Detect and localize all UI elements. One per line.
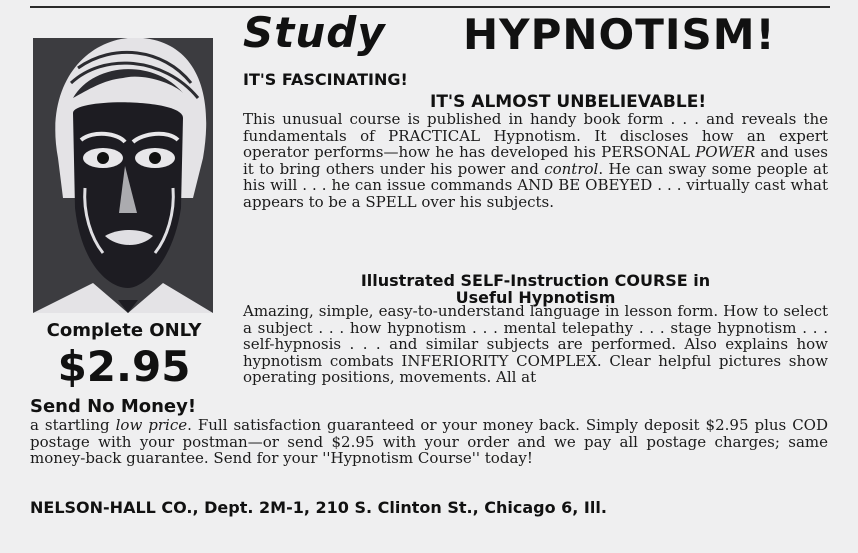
intro-text-3: . He can sway some people at his will . . . he can issue commands AND BE OBEYED . . . virtually cast what appears to be a SPELL over his subjects. bbox=[243, 159, 828, 211]
title-study: Study bbox=[243, 8, 386, 57]
intro-paragraph bbox=[243, 111, 828, 211]
title-hypnotism: HYPNOTISM! bbox=[463, 10, 776, 59]
mailing-address: NELSON-HALL CO., Dept. 2M-1, 210 S. Clinton St., Chicago 6, Ill. bbox=[30, 498, 607, 517]
send-no-money-label: Send No Money! bbox=[30, 396, 197, 417]
tagline-fascinating: IT'S FASCINATING! bbox=[243, 70, 408, 89]
bottom-text-1: a startling bbox=[30, 416, 116, 434]
complete-only-label: Complete ONLY bbox=[46, 320, 202, 341]
course-subhead: Illustrated SELF-Instruction COURSE in bbox=[360, 271, 711, 290]
course-paragraph: Amazing, simple, easy-to-understand language in lesson form. How to select a subject . . . how hypnotism . . . mental telepathy . . . stage hypnotism . . . self-hypnosis . . . and similar subjects are performed. Also explains how hypnotism combats INFERIORITY COMPLEX. Clear helpful pictures show operating positions, movements. All at bbox=[243, 302, 828, 387]
course-subhead-2: Useful Hypnotism bbox=[455, 288, 616, 307]
intro-control: control bbox=[544, 159, 599, 178]
low-price: low price bbox=[115, 416, 188, 434]
intro-text-1: This unusual course is published in handy book form . . . and reveals the fundamentals of PRACTICAL Hypnotism. It discloses how an expert operator performs—how he has developed his PERSONAL bbox=[243, 110, 828, 162]
intro-power: POWER bbox=[695, 143, 756, 162]
guarantee-paragraph bbox=[30, 417, 828, 467]
bottom-text-2: . Full satisfaction guaranteed or your money back. Simply deposit $2.95 plus COD postage with your postman—or send $2.95 with your order and we pay all postage charges; same money-back guarantee. Send for your ''Hypnotism Course'' today! bbox=[30, 416, 828, 468]
price-label: $2.95 bbox=[57, 342, 191, 391]
tagline-unbelievable: IT'S ALMOST UNBELIEVABLE! bbox=[430, 92, 707, 112]
intro-text-2: and uses it to bring others under his power and bbox=[243, 143, 828, 178]
hypnotist-portrait-icon bbox=[33, 38, 213, 313]
top-rule bbox=[30, 6, 830, 8]
